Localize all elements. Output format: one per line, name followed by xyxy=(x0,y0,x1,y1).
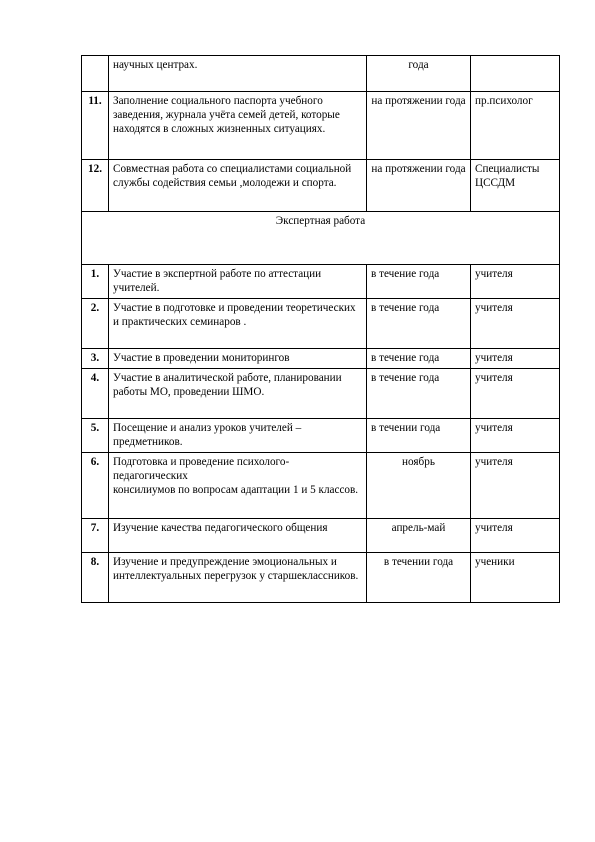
row-responsible: учителя xyxy=(471,349,560,369)
row-number: 2. xyxy=(82,299,109,349)
section-header-row xyxy=(82,212,560,265)
row-time: в течении года xyxy=(367,553,471,603)
row-activity: Совместная работа со специалистами социальной службы содействия семьи ,молодежи и спорта. xyxy=(109,160,367,212)
table-row xyxy=(82,453,560,519)
row-responsible: учителя xyxy=(471,419,560,453)
work-plan-table xyxy=(81,55,560,603)
row-activity: Участие в экспертной работе по аттестации учителей. xyxy=(109,265,367,299)
row-activity: научных центрах. xyxy=(109,56,367,92)
table-row xyxy=(82,553,560,603)
row-responsible: учителя xyxy=(471,519,560,553)
row-time: в течение года xyxy=(367,265,471,299)
row-activity: Заполнение социального паспорта учебного заведения, журнала учёта семей детей, которые находятся в сложных жизненных ситуациях. xyxy=(109,92,367,160)
row-activity: Изучение качества педагогического общения xyxy=(109,519,367,553)
row-number: 3. xyxy=(82,349,109,369)
row-time: года xyxy=(367,56,471,92)
table-row xyxy=(82,56,560,92)
row-responsible: учителя xyxy=(471,299,560,349)
row-responsible: учителя xyxy=(471,369,560,419)
row-responsible: учителя xyxy=(471,453,560,519)
row-time: в течение года xyxy=(367,299,471,349)
row-responsible: учителя xyxy=(471,265,560,299)
row-number: 7. xyxy=(82,519,109,553)
row-activity: Участие в проведении мониторингов xyxy=(109,349,367,369)
section-title: Экспертная работа xyxy=(82,212,560,265)
row-time: на протяжении года xyxy=(367,160,471,212)
row-number: 6. xyxy=(82,453,109,519)
row-number: 12. xyxy=(82,160,109,212)
row-time: апрель-май xyxy=(367,519,471,553)
row-responsible: ученики xyxy=(471,553,560,603)
row-activity: Посещение и анализ уроков учителей – предметников. xyxy=(109,419,367,453)
row-time: в течение года xyxy=(367,369,471,419)
row-activity: Участие в аналитической работе, планировании работы МО, проведении ШМО. xyxy=(109,369,367,419)
table-row xyxy=(82,369,560,419)
row-number xyxy=(82,56,109,92)
row-responsible: Специалисты ЦССДМ xyxy=(471,160,560,212)
table-row xyxy=(82,419,560,453)
row-number: 1. xyxy=(82,265,109,299)
row-time: на протяжении года xyxy=(367,92,471,160)
row-time: в течение года xyxy=(367,349,471,369)
table-row xyxy=(82,92,560,160)
row-number: 4. xyxy=(82,369,109,419)
row-responsible xyxy=(471,56,560,92)
row-activity: Участие в подготовке и проведении теоретических и практических семинаров . xyxy=(109,299,367,349)
row-responsible: пр.психолог xyxy=(471,92,560,160)
row-number: 5. xyxy=(82,419,109,453)
table-row xyxy=(82,299,560,349)
table-row xyxy=(82,349,560,369)
row-time: ноябрь xyxy=(367,453,471,519)
row-activity: Подготовка и проведение психолого-педагогических консилиумов по вопросам адаптации 1 и 5 классов. xyxy=(109,453,367,519)
row-activity: Изучение и предупреждение эмоциональных и интеллектуальных перегрузок у старшеклассников. xyxy=(109,553,367,603)
row-number: 11. xyxy=(82,92,109,160)
table-row xyxy=(82,160,560,212)
table-row xyxy=(82,519,560,553)
row-time: в течении года xyxy=(367,419,471,453)
row-number: 8. xyxy=(82,553,109,603)
table-row xyxy=(82,265,560,299)
